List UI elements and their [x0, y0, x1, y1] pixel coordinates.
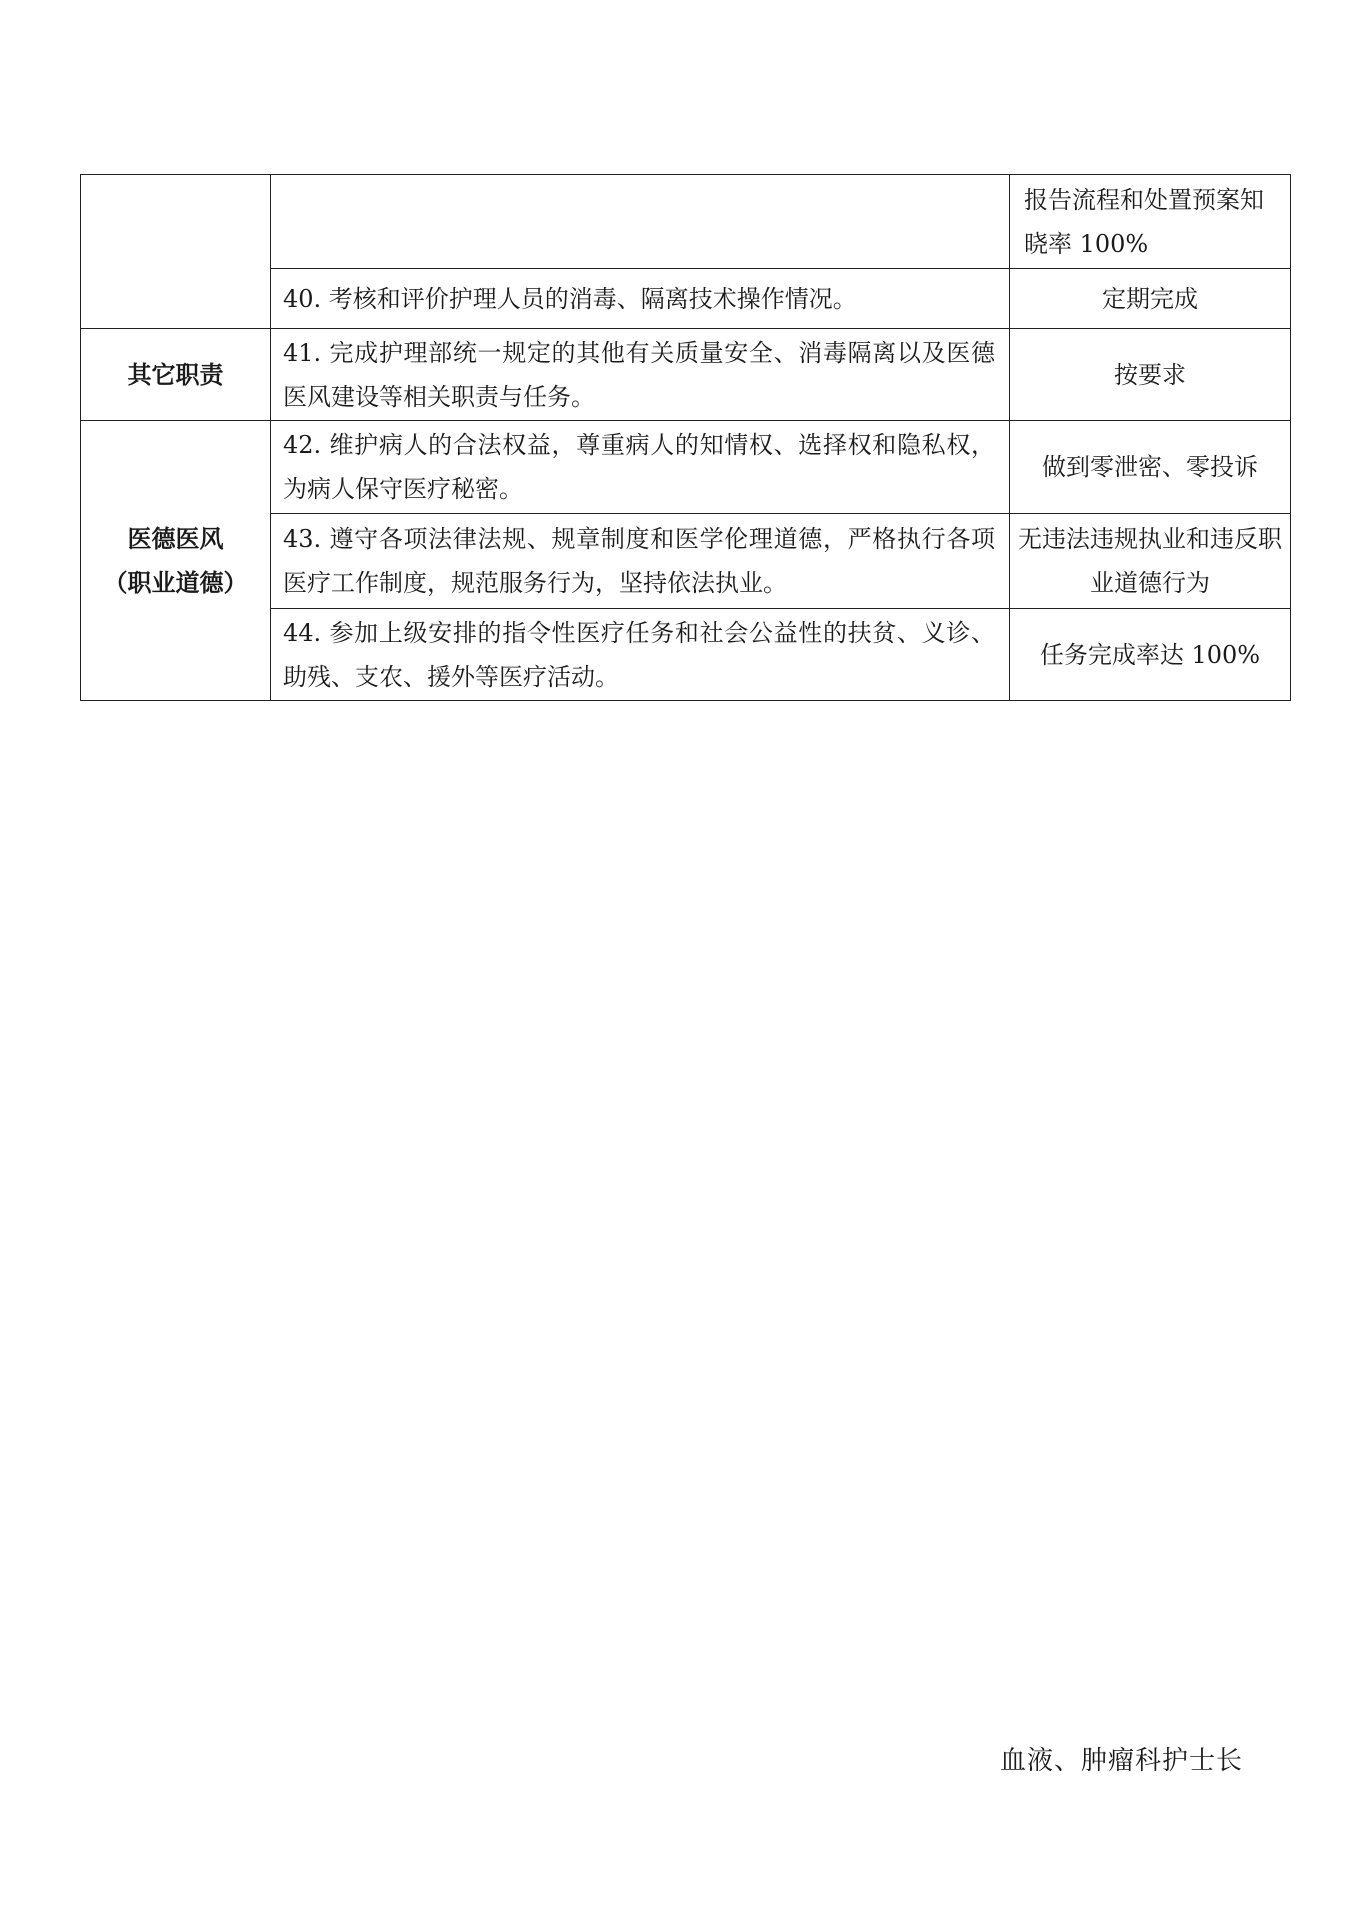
content-cell: 43. 遵守各项法律法规、规章制度和医学伦理道德，严格执行各项医疗工作制度，规范服务行为，坚持依法执业。: [271, 514, 1010, 609]
standard-cell: 做到零泄密、零投诉: [1010, 421, 1291, 514]
standard-cell: 无违法违规执业和违反职业道德行为: [1010, 514, 1291, 609]
table-row: [81, 329, 1291, 421]
duty-table: [80, 174, 1291, 701]
content-cell: 44. 参加上级安排的指令性医疗任务和社会公益性的扶贫、义诊、助残、支农、援外等医疗活动。: [271, 609, 1010, 701]
category-line: 医德医风: [127, 524, 224, 553]
standard-cell: 任务完成率达 100%: [1010, 609, 1291, 701]
content-cell: [271, 175, 1010, 269]
content-cell: 40. 考核和评价护理人员的消毒、隔离技术操作情况。: [271, 269, 1010, 329]
standard-cell: 定期完成: [1010, 269, 1291, 329]
table-row: [81, 175, 1291, 269]
category-line: （职业道德）: [103, 568, 248, 597]
content-cell: 41. 完成护理部统一规定的其他有关质量安全、消毒隔离以及医德医风建设等相关职责与任务。: [271, 329, 1010, 421]
category-cell: 其它职责: [81, 329, 271, 421]
content-cell: 42. 维护病人的合法权益，尊重病人的知情权、选择权和隐私权，为病人保守医疗秘密。: [271, 421, 1010, 514]
table-row: [81, 421, 1291, 514]
standard-cell: 按要求: [1010, 329, 1291, 421]
signature: 血液、肿瘤科护士长: [1000, 1746, 1244, 1776]
standard-cell: 报告流程和处置预案知晓率 100%: [1010, 175, 1291, 269]
category-cell: [81, 421, 271, 701]
category-cell-empty: [81, 175, 271, 329]
